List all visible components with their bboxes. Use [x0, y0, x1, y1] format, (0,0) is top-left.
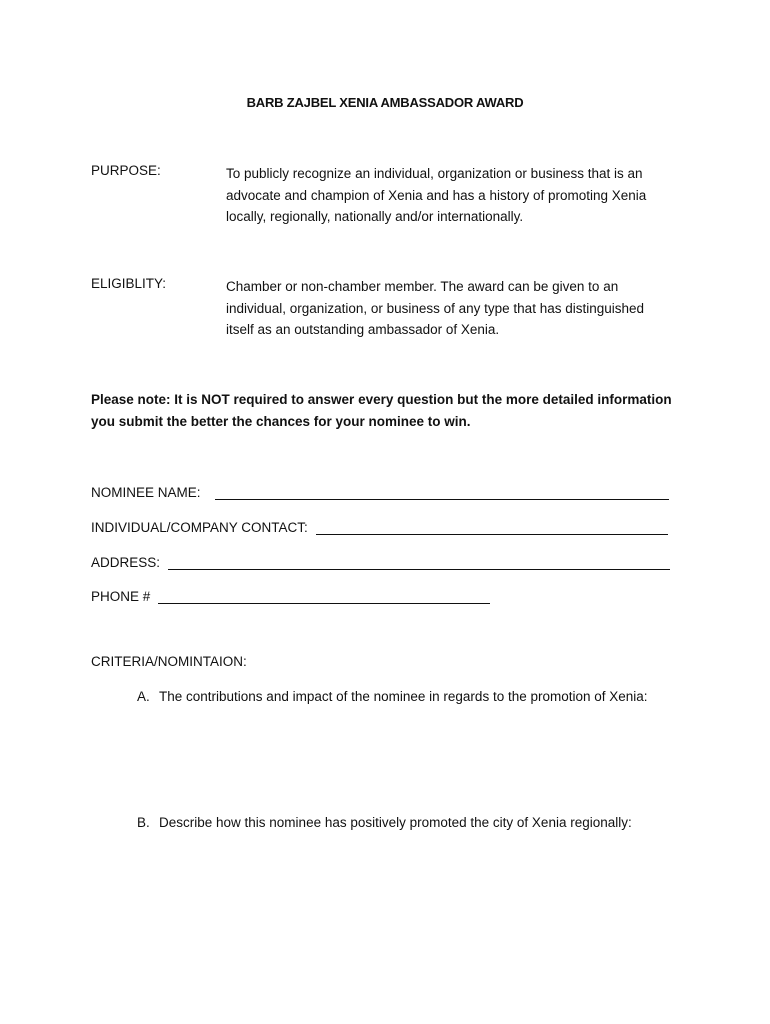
eligibility-line: individual, organization, or business of any type that has distinguished — [226, 300, 645, 316]
note-line: Please note: It is NOT required to answer every question but the more detailed information — [91, 392, 672, 407]
address-label: ADDRESS: — [91, 555, 161, 570]
eligibility-line: itself as an outstanding ambassador of Xenia. — [226, 322, 500, 337]
page-title: BARB ZAJBEL XENIA AMBASSADOR AWARD — [246, 95, 524, 110]
criteria-text: The contributions and impact of the nominee in regards to the promotion of Xenia: — [159, 689, 648, 704]
contact-blank[interactable] — [316, 518, 668, 535]
criteria-item-b — [137, 815, 632, 830]
address-field — [91, 550, 670, 570]
nominee-name-field — [91, 480, 669, 500]
eligibility-text — [226, 276, 696, 341]
purpose-line: To publicly recognize an individual, organization or business that is an — [226, 166, 643, 181]
phone-blank[interactable] — [158, 587, 490, 604]
eligibility-label: ELIGIBLITY: — [91, 276, 167, 291]
eligibility-line: Chamber or non-chamber member. The award can be given to an — [226, 279, 619, 294]
criteria-heading: CRITERIA/NOMINTAION: — [91, 654, 247, 669]
phone-label: PHONE # — [91, 589, 151, 604]
purpose-label: PURPOSE: — [91, 163, 161, 178]
criteria-item-a — [137, 689, 648, 704]
criteria-marker: B. — [137, 815, 150, 830]
criteria-marker: A. — [137, 689, 150, 704]
note-line: you submit the better the chances for your nominee to win. — [91, 413, 471, 429]
nominee-name-blank[interactable] — [215, 483, 669, 500]
nominee-name-label: NOMINEE NAME: — [91, 485, 201, 500]
contact-label: INDIVIDUAL/COMPANY CONTACT: — [91, 520, 308, 535]
address-blank[interactable] — [168, 553, 670, 570]
criteria-text: Describe how this nominee has positively promoted the city of Xenia regionally: — [159, 815, 632, 830]
contact-field — [91, 515, 668, 535]
phone-field — [91, 584, 490, 604]
purpose-text — [226, 163, 696, 228]
purpose-line: advocate and champion of Xenia and has a history of promoting Xenia — [226, 187, 647, 203]
purpose-line: locally, regionally, nationally and/or internationally. — [226, 209, 524, 224]
note-text — [91, 389, 691, 432]
